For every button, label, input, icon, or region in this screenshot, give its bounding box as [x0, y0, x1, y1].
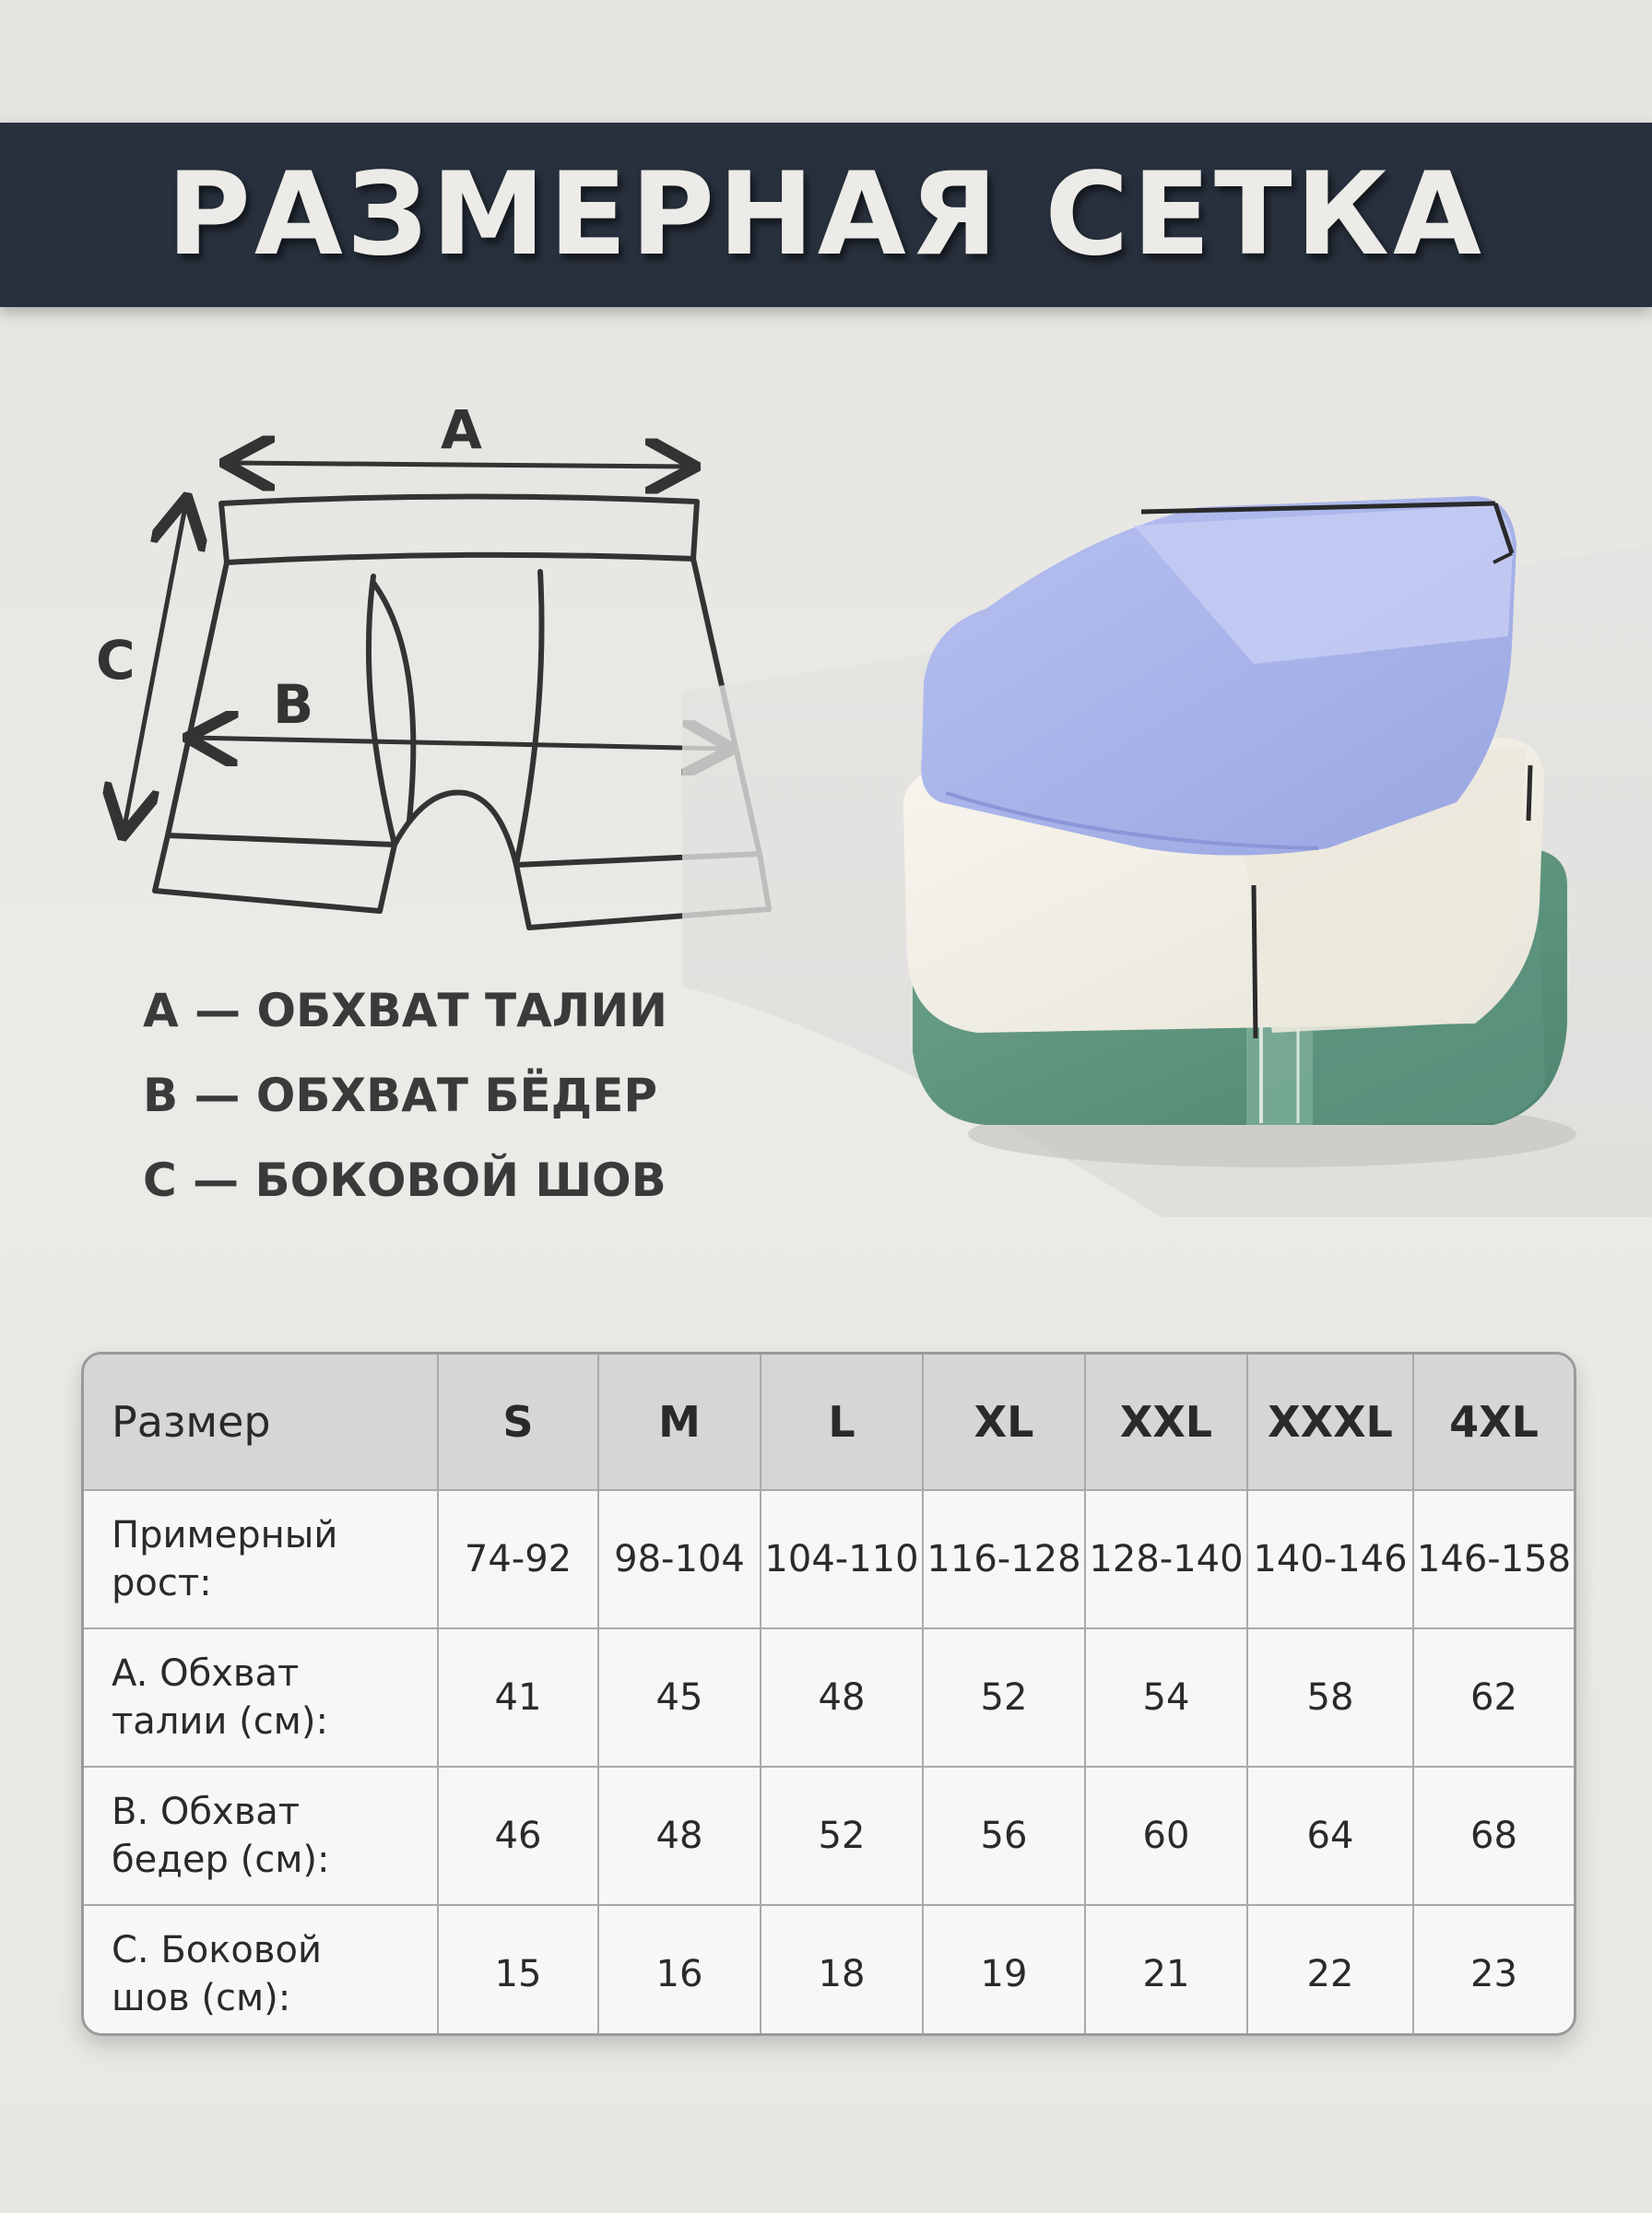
table-cell: 60 — [1085, 1767, 1247, 1905]
front-seam — [516, 572, 542, 865]
label-b: B — [273, 673, 314, 736]
size-col-l: L — [761, 1355, 923, 1490]
row-label-waist: A. Обхват талии (см): — [84, 1628, 438, 1767]
label-c: C — [96, 629, 136, 692]
table-row — [84, 1767, 1574, 1905]
table-cell: 64 — [1247, 1767, 1413, 1905]
table-cell: 52 — [761, 1767, 923, 1905]
row-label-hips: B. Обхват бедер (см): — [84, 1767, 438, 1905]
waist-arrow — [229, 463, 691, 467]
size-col-xxl: XXL — [1085, 1355, 1247, 1490]
table-cell: 104-110 — [761, 1490, 923, 1628]
size-header-label: Размер — [84, 1355, 438, 1490]
table-cell: 62 — [1413, 1628, 1574, 1767]
table-cell: 128-140 — [1085, 1490, 1247, 1628]
table-cell: 48 — [761, 1628, 923, 1767]
page-title: РАЗМЕРНАЯ СЕТКА — [167, 148, 1485, 281]
table-cell: 16 — [598, 1905, 761, 2036]
table-cell: 45 — [598, 1628, 761, 1767]
measurement-diagram — [83, 387, 784, 941]
table-cell: 41 — [438, 1628, 598, 1767]
measurement-legend — [143, 968, 667, 1223]
table-cell: 54 — [1085, 1628, 1247, 1767]
briefs-body-outline — [168, 559, 760, 865]
waistband-outline — [221, 496, 697, 562]
table-cell: 116-128 — [923, 1490, 1085, 1628]
size-col-xxxl: XXXL — [1247, 1355, 1413, 1490]
label-a: A — [441, 398, 482, 461]
table-cell: 46 — [438, 1767, 598, 1905]
size-col-4xl: 4XL — [1413, 1355, 1574, 1490]
table-cell: 19 — [923, 1905, 1085, 2036]
legend-side-seam: C — БОКОВОЙ ШОВ — [143, 1154, 667, 1207]
title-banner — [0, 123, 1652, 307]
hip-arrow — [192, 738, 728, 749]
table-cell: 74-92 — [438, 1490, 598, 1628]
table-row — [84, 1490, 1574, 1628]
folded-briefs-stack-image — [682, 387, 1652, 1217]
table-cell: 146-158 — [1413, 1490, 1574, 1628]
table-cell: 48 — [598, 1767, 761, 1905]
table-cell: 56 — [923, 1767, 1085, 1905]
row-label-side-seam: C. Боковой шов (см): — [84, 1905, 438, 2036]
table-cell: 58 — [1247, 1628, 1413, 1767]
left-leg-band — [155, 835, 395, 911]
table-cell: 52 — [923, 1628, 1085, 1767]
size-header-row — [84, 1355, 1574, 1490]
product-photo — [682, 387, 1652, 1217]
size-col-m: M — [598, 1355, 761, 1490]
table-cell: 23 — [1413, 1905, 1574, 2036]
size-col-xl: XL — [923, 1355, 1085, 1490]
table-cell: 18 — [761, 1905, 923, 2036]
table-cell: 98-104 — [598, 1490, 761, 1628]
size-col-s: S — [438, 1355, 598, 1490]
blue-brief — [921, 496, 1516, 856]
boxer-briefs-outline — [83, 387, 784, 941]
table-cell: 15 — [438, 1905, 598, 2036]
table-cell: 68 — [1413, 1767, 1574, 1905]
table-cell: 21 — [1085, 1905, 1247, 2036]
size-table — [81, 1352, 1576, 2036]
table-cell: 140-146 — [1247, 1490, 1413, 1628]
legend-waist: A — ОБХВАТ ТАЛИИ — [143, 984, 668, 1037]
legend-hips: B — ОБХВАТ БЁДЕР — [143, 1069, 658, 1122]
table-row — [84, 1905, 1574, 2036]
table-cell: 22 — [1247, 1905, 1413, 2036]
table-row — [84, 1628, 1574, 1767]
row-label-height: Примерный рост: — [84, 1490, 438, 1628]
